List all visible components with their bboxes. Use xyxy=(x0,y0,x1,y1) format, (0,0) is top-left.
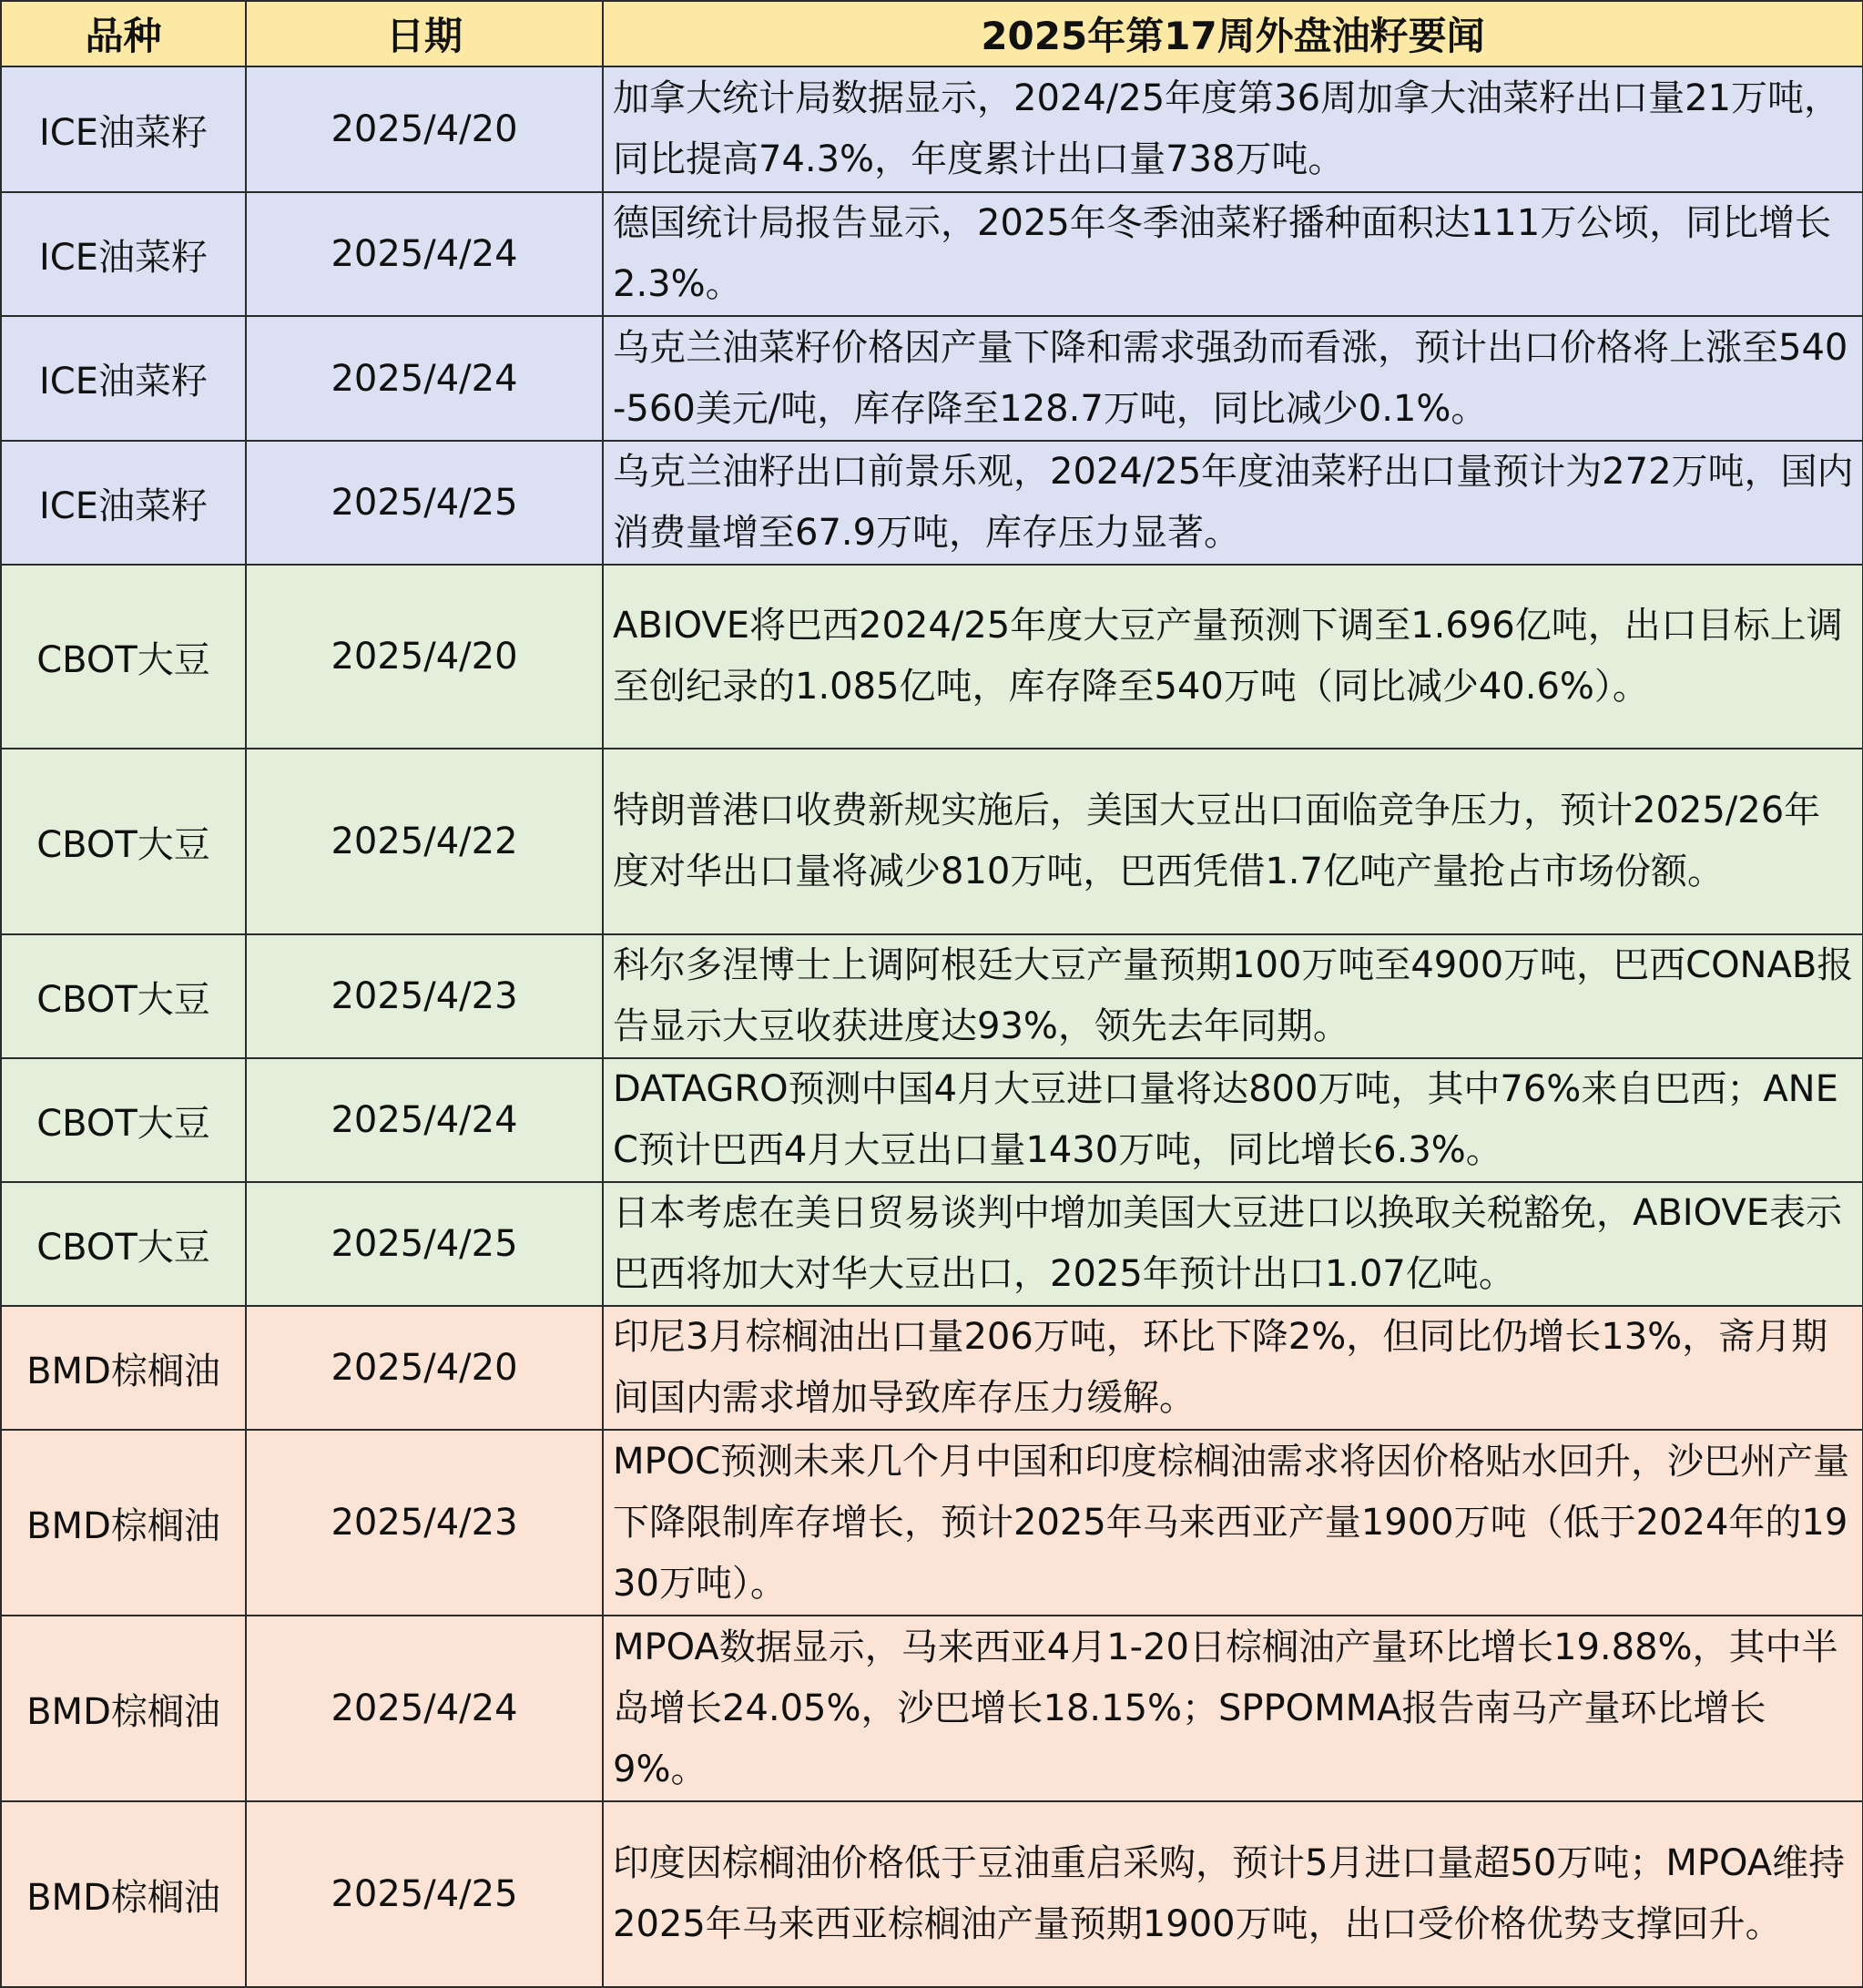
news-cell: DATAGRO预测中国4月大豆进口量将达800万吨，其中76%来自巴西；ANEC预计巴西4月大豆出口量1430万吨，同比增长6.3%。 xyxy=(603,1058,1863,1182)
table-row xyxy=(1,1801,1863,1987)
date-cell: 2025/4/22 xyxy=(246,749,603,934)
news-cell: ABIOVE将巴西2024/25年度大豆产量预测下调至1.696亿吨，出口目标上调至创纪录的1.085亿吨，库存降至540万吨（同比减少40.6%）。 xyxy=(603,565,1863,749)
date-cell: 2025/4/24 xyxy=(246,1058,603,1182)
header-date: 日期 xyxy=(246,1,603,66)
variety-cell: BMD棕榈油 xyxy=(1,1430,246,1616)
variety-cell: ICE油菜籽 xyxy=(1,316,246,441)
news-cell: 科尔多涅博士上调阿根廷大豆产量预期100万吨至4900万吨，巴西CONAB报告显示大豆收获进度达93%，领先去年同期。 xyxy=(603,934,1863,1058)
header-variety: 品种 xyxy=(1,1,246,66)
variety-cell: BMD棕榈油 xyxy=(1,1801,246,1987)
table-row xyxy=(1,565,1863,749)
header-news: 2025年第17周外盘油籽要闻 xyxy=(603,1,1863,66)
news-cell: 乌克兰油籽出口前景乐观，2024/25年度油菜籽出口量预计为272万吨，国内消费量增至67.9万吨，库存压力显著。 xyxy=(603,441,1863,565)
variety-cell: CBOT大豆 xyxy=(1,1058,246,1182)
news-cell: 印尼3月棕榈油出口量206万吨，环比下降2%，但同比仍增长13%，斋月期间国内需求增加导致库存压力缓解。 xyxy=(603,1306,1863,1430)
variety-cell: CBOT大豆 xyxy=(1,565,246,749)
table-row xyxy=(1,441,1863,565)
date-cell: 2025/4/25 xyxy=(246,1801,603,1987)
table-row xyxy=(1,66,1863,192)
table-row xyxy=(1,192,1863,316)
table-row xyxy=(1,1182,1863,1306)
news-cell: 特朗普港口收费新规实施后，美国大豆出口面临竞争压力，预计2025/26年度对华出口量将减少810万吨，巴西凭借1.7亿吨产量抢占市场份额。 xyxy=(603,749,1863,934)
variety-cell: ICE油菜籽 xyxy=(1,66,246,192)
table-row xyxy=(1,1430,1863,1616)
date-cell: 2025/4/24 xyxy=(246,316,603,441)
date-cell: 2025/4/25 xyxy=(246,1182,603,1306)
variety-cell: ICE油菜籽 xyxy=(1,441,246,565)
variety-cell: CBOT大豆 xyxy=(1,1182,246,1306)
header-row xyxy=(1,1,1863,66)
date-cell: 2025/4/25 xyxy=(246,441,603,565)
table-row xyxy=(1,1306,1863,1430)
date-cell: 2025/4/23 xyxy=(246,934,603,1058)
date-cell: 2025/4/23 xyxy=(246,1430,603,1616)
variety-cell: BMD棕榈油 xyxy=(1,1616,246,1801)
table-row xyxy=(1,934,1863,1058)
news-cell: 印度因棕榈油价格低于豆油重启采购，预计5月进口量超50万吨；MPOA维持2025年马来西亚棕榈油产量预期1900万吨，出口受价格优势支撑回升。 xyxy=(603,1801,1863,1987)
date-cell: 2025/4/20 xyxy=(246,1306,603,1430)
table-row xyxy=(1,749,1863,934)
variety-cell: CBOT大豆 xyxy=(1,934,246,1058)
date-cell: 2025/4/24 xyxy=(246,192,603,316)
variety-cell: ICE油菜籽 xyxy=(1,192,246,316)
table-row xyxy=(1,1616,1863,1801)
table-row xyxy=(1,1058,1863,1182)
date-cell: 2025/4/20 xyxy=(246,565,603,749)
news-cell: MPOC预测未来几个月中国和印度棕榈油需求将因价格贴水回升，沙巴州产量下降限制库存增长，预计2025年马来西亚产量1900万吨（低于2024年的1930万吨）。 xyxy=(603,1430,1863,1616)
news-cell: 日本考虑在美日贸易谈判中增加美国大豆进口以换取关税豁免，ABIOVE表示巴西将加大对华大豆出口，2025年预计出口1.07亿吨。 xyxy=(603,1182,1863,1306)
news-cell: MPOA数据显示，马来西亚4月1-20日棕榈油产量环比增长19.88%，其中半岛增长24.05%，沙巴增长18.15%；SPPOMMA报告南马产量环比增长9%。 xyxy=(603,1616,1863,1801)
news-cell: 加拿大统计局数据显示，2024/25年度第36周加拿大油菜籽出口量21万吨，同比提高74.3%，年度累计出口量738万吨。 xyxy=(603,66,1863,192)
variety-cell: CBOT大豆 xyxy=(1,749,246,934)
news-cell: 乌克兰油菜籽价格因产量下降和需求强劲而看涨，预计出口价格将上涨至540-560美元/吨，库存降至128.7万吨，同比减少0.1%。 xyxy=(603,316,1863,441)
news-cell: 德国统计局报告显示，2025年冬季油菜籽播种面积达111万公顷，同比增长2.3%。 xyxy=(603,192,1863,316)
table-row xyxy=(1,316,1863,441)
date-cell: 2025/4/24 xyxy=(246,1616,603,1801)
date-cell: 2025/4/20 xyxy=(246,66,603,192)
variety-cell: BMD棕榈油 xyxy=(1,1306,246,1430)
